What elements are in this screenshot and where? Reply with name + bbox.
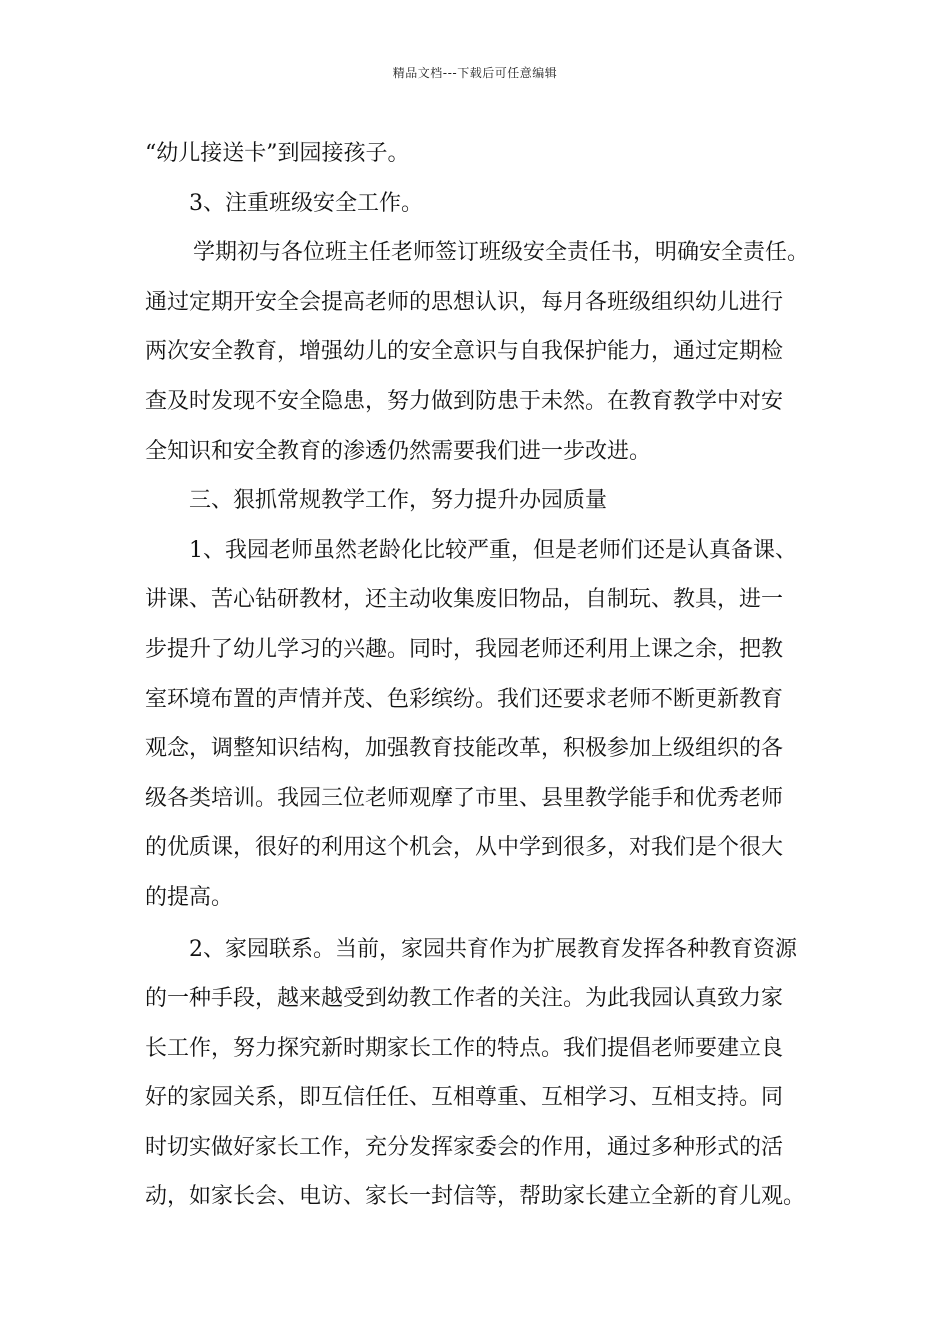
text-line: 动，如家长会、电访、家长一封信等，帮助家长建立全新的育儿观。 xyxy=(145,1184,806,1210)
paragraph-start: 1、我园老师虽然老龄化比较严重，但是老师们还是认真备课、 xyxy=(189,537,797,563)
text-line: 的提高。 xyxy=(145,884,234,910)
text-line: 查及时发现不安全隐患，努力做到防患于未然。在教育教学中对安 xyxy=(145,388,784,414)
paragraph-start: 2、家园联系。当前，家园共育作为扩展教育发挥各种教育资源 xyxy=(189,936,797,962)
text-line: 通过定期开安全会提高老师的思想认识，每月各班级组织幼儿进行 xyxy=(145,289,784,315)
text-line: 长工作，努力探究新时期家长工作的特点。我们提倡老师要建立良 xyxy=(145,1035,784,1061)
text-line: 的优质课，很好的利用这个机会，从中学到很多，对我们是个很大 xyxy=(145,835,784,861)
page-header: 精品文档---下载后可任意编辑 xyxy=(392,66,558,80)
text-line: 时切实做好家长工作，充分发挥家委会的作用，通过多种形式的活 xyxy=(145,1134,784,1160)
text-line: 步提升了幼儿学习的兴趣。同时，我园老师还利用上课之余，把教 xyxy=(145,636,784,662)
section-heading: 3、注重班级安全工作。 xyxy=(189,190,423,216)
text-line: 好的家园关系，即互信任任、互相尊重、互相学习、互相支持。同 xyxy=(145,1085,784,1111)
text-line: 室环境布置的声情并茂、色彩缤纷。我们还要求老师不断更新教育 xyxy=(145,686,784,712)
text-line: 讲课、苦心钻研教材，还主动收集废旧物品，自制玩、教具，进一 xyxy=(145,587,784,613)
text-line: 两次安全教育，增强幼儿的安全意识与自我保护能力，通过定期检 xyxy=(145,339,784,365)
text-line: 观念，调整知识结构，加强教育技能改革，积极参加上级组织的各 xyxy=(145,736,784,762)
text-line: 级各类培训。我园三位老师观摩了市里、县里教学能手和优秀老师 xyxy=(145,785,784,811)
section-heading: 三、狠抓常规教学工作，努力提升办园质量 xyxy=(189,488,608,514)
text-line: 的一种手段，越来越受到幼教工作者的关注。为此我园认真致力家 xyxy=(145,986,784,1012)
text-line: “幼儿接送卡”到园接孩子。 xyxy=(145,141,410,166)
paragraph-start: 学期初与各位班主任老师签订班级安全责任书，明确安全责任。 xyxy=(193,240,810,266)
text-line: 全知识和安全教育的渗透仍然需要我们进一步改进。 xyxy=(145,438,652,464)
document-body xyxy=(145,129,831,1222)
